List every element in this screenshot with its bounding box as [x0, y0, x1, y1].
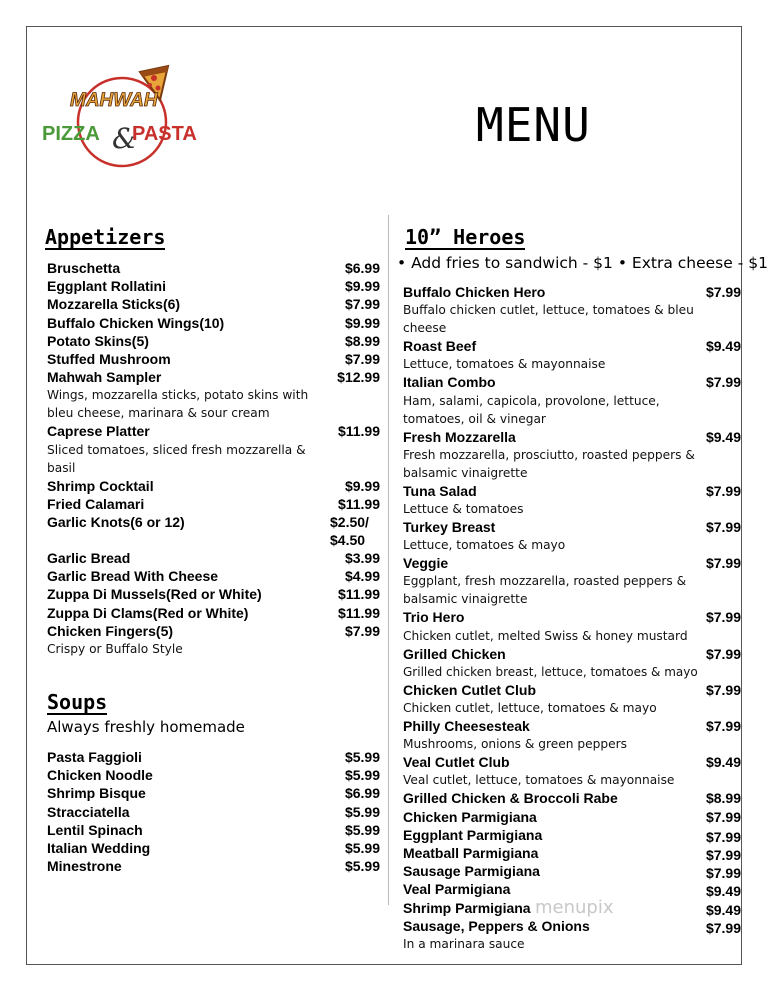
list-item: Philly Cheesesteak $7.99 Mushrooms, onions & green peppers: [403, 718, 741, 752]
list-item: Zuppa Di Clams(Red or White) $11.99: [47, 604, 380, 621]
list-item: Mozzarella Sticks(6) $7.99: [47, 296, 380, 313]
list-item: Garlic Bread With Cheese $4.99: [47, 568, 380, 585]
list-item: Grilled Chicken $7.99 Grilled chicken breast, lettuce, tomatoes & mayo: [403, 645, 741, 679]
list-item: Bruschetta $6.99: [47, 260, 380, 276]
list-item: Stuffed Mushroom $7.99: [47, 351, 380, 368]
list-item: Chicken Parmigiana $7.99: [403, 808, 741, 825]
list-item: Mahwah Sampler $12.99 Wings, mozzarella sticks, potato skins with bleu cheese, marinara & sour cream: [47, 369, 380, 421]
list-item: Garlic Bread $3.99: [47, 550, 380, 567]
heroes-note: • Add fries to sandwich - $1 • Extra cheese - $1: [397, 254, 768, 272]
list-item: Grilled Chicken & Broccoli Rabe $8.99: [403, 790, 741, 807]
list-item: Garlic Knots(6 or 12) $2.50/ $4.50: [47, 514, 369, 549]
heroes-heading: 10” Heroes: [405, 225, 526, 249]
list-item: Eggplant Parmigiana $7.99: [403, 826, 741, 845]
soups-heading: Soups: [47, 690, 108, 714]
restaurant-logo: [40, 60, 210, 175]
list-item: Roast Beef $9.49 Lettuce, tomatoes & mayonnaise: [403, 338, 741, 372]
list-item: Veal Cutlet Club $9.49 Veal cutlet, lettuce, tomatoes & mayonnaise: [403, 754, 741, 788]
list-item: Italian Wedding $5.99: [47, 840, 380, 857]
list-item: Chicken Noodle $5.99: [47, 767, 380, 784]
svg-text:&: &: [112, 122, 137, 155]
list-item: Shrimp Parmigiana $9.49: [403, 899, 741, 918]
list-item: Zuppa Di Mussels(Red or White) $11.99: [47, 586, 380, 603]
svg-text:MAHWAH: MAHWAH: [70, 90, 158, 111]
list-item: Stracciatella $5.99: [47, 803, 380, 820]
watermark: menupix: [535, 897, 614, 918]
list-item: Potato Skins(5) $8.99: [47, 332, 380, 349]
soups-note: Always freshly homemade: [47, 718, 245, 736]
appetizers-heading: Appetizers: [45, 225, 166, 249]
column-divider: [388, 215, 389, 905]
list-item: Buffalo Chicken Hero $7.99 Buffalo chicken cutlet, lettuce, tomatoes & bleu cheese: [403, 284, 741, 336]
list-item: Minestrone $5.99: [47, 858, 380, 875]
list-item: Tuna Salad $7.99 Lettuce & tomatoes: [403, 482, 741, 517]
list-item: Trio Hero $7.99 Chicken cutlet, melted Swiss & honey mustard: [403, 609, 741, 643]
svg-text:PASTA: PASTA: [132, 123, 197, 145]
list-item: Sausage Parmigiana $7.99: [403, 863, 741, 882]
list-item: Lentil Spinach $5.99: [47, 821, 380, 838]
list-item: Chicken Fingers(5) $7.99 Crispy or Buffalo Style: [47, 622, 380, 657]
list-item: Meatball Parmigiana $7.99: [403, 845, 741, 864]
list-item: Chicken Cutlet Club $7.99 Chicken cutlet, lettuce, tomatoes & mayo: [403, 681, 741, 716]
heroes-list: [403, 283, 741, 953]
list-item: Caprese Platter $11.99 Sliced tomatoes, sliced fresh mozzarella & basil: [47, 423, 380, 475]
list-item: Fresh Mozzarella $9.49 Fresh mozzarella, prosciutto, roasted peppers & balsamic vinaigrette: [403, 428, 741, 480]
list-item: Eggplant Rollatini $9.99: [47, 278, 380, 295]
list-item: Veggie $7.99 Eggplant, fresh mozzarella, roasted peppers & balsamic vinaigrette: [403, 555, 741, 607]
list-item: Veal Parmigiana $9.49: [403, 881, 741, 900]
list-item: Italian Combo $7.99 Ham, salami, capicola, provolone, lettuce, tomatoes, oil & vinegar: [403, 374, 741, 426]
logo-graphic: [40, 60, 210, 175]
list-item: Buffalo Chicken Wings(10) $9.99: [47, 314, 380, 331]
list-item: Shrimp Cocktail $9.99: [47, 477, 380, 494]
list-item: Shrimp Bisque $6.99: [47, 785, 380, 802]
list-item: Turkey Breast $7.99 Lettuce, tomatoes & mayo: [403, 519, 741, 553]
list-item: Pasta Faggioli $5.99: [47, 749, 380, 765]
list-item: Sausage, Peppers & Onions $7.99 In a marinara sauce: [403, 917, 741, 952]
list-item: Fried Calamari $11.99: [47, 495, 380, 512]
appetizers-list: [47, 259, 380, 658]
soups-list: [47, 748, 380, 875]
page-title: MENU: [476, 98, 591, 152]
svg-text:PIZZA: PIZZA: [42, 123, 100, 145]
